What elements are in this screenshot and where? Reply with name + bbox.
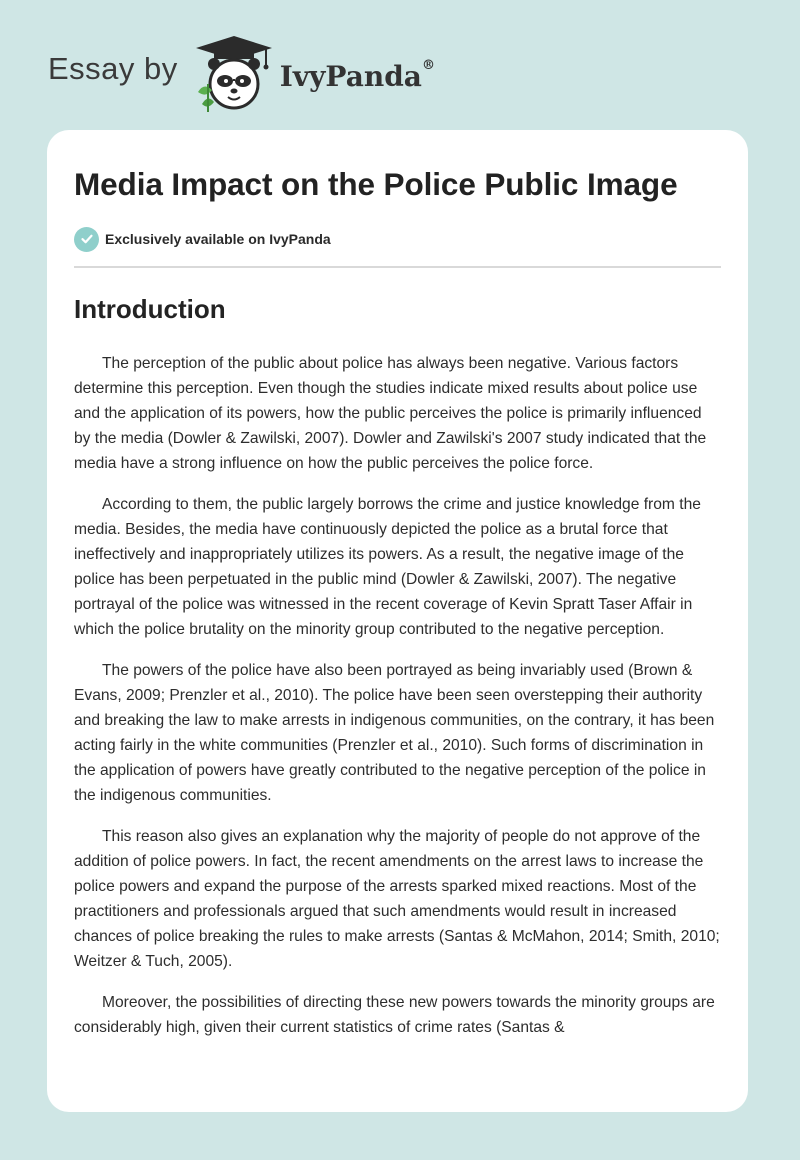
essay-title: Media Impact on the Police Public Image bbox=[74, 166, 678, 202]
paragraph-4: This reason also gives an explanation why the majority of people do not approve of the addition of police powers. In fact, the recent amendments on the arrest laws to increase the police powers and expand the purpose of the arrests sparked mixed reactions. Most of the practitioners and professionals argued that such amendments would result in increased chances of police breaking the rules to make arrests (Santas & McMahon, 2014; Smith, 2010; Weitzer & Tuch, 2005). bbox=[74, 828, 720, 970]
paragraph-5: Moreover, the possibilities of directing these new powers towards the minority groups are considerably high, given their current statistics of crime rates (Santas & bbox=[74, 994, 715, 1036]
paragraph-2: According to them, the public largely borrows the crime and justice knowledge from the media. Besides, the media have continuously depicted the police as a brutal force that ineffectively and inappropriately utilizes its powers. As a result, the negative image of the police has been perpetuated in the public mind (Dowler & Zawilski, 2007). The negative portrayal of the police was witnessed in the recent coverage of Kevin Spratt Taser Affair in which the police brutality on the minority group contributed to the negative perception. bbox=[74, 496, 701, 638]
essay-card-content bbox=[47, 130, 748, 1040]
essay-card bbox=[47, 130, 748, 1112]
panda-logo-icon[interactable] bbox=[192, 34, 276, 114]
check-circle-icon bbox=[74, 227, 99, 252]
exclusive-badge bbox=[74, 226, 721, 252]
paragraph-3: The powers of the police have also been portrayed as being invariably used (Brown & Evans, 2009; Prenzler et al., 2010). The police have been seen overstepping their authority and breaking the law to make arrests in indigenous communities, on the contrary, it has been acting fairly in the white communities (Prenzler et al., 2010). Such forms of discrimination in the application of powers have greatly contributed to the negative perception of the police in the indigenous communities. bbox=[74, 662, 715, 804]
exclusive-badge-text: Exclusively available on IvyPanda bbox=[105, 231, 331, 247]
essay-body bbox=[74, 351, 721, 1040]
paragraph-1: The perception of the public about police has always been negative. Various factors determine this perception. Even though the studies indicate mixed results about police use and the application of its powers, how the public perceives the police is primarily influenced by the media (Dowler & Zawilski, 2007). Dowler and Zawilski's 2007 study indicated that the media have a strong influence on how the public perceives the police force. bbox=[74, 355, 707, 472]
section-heading: Introduction bbox=[74, 294, 226, 324]
site-header bbox=[48, 34, 435, 114]
brand-prefix: Essay by bbox=[48, 51, 178, 86]
registered-mark: ® bbox=[421, 57, 435, 73]
title-divider bbox=[74, 266, 721, 268]
brand-name-text: IvyPanda bbox=[279, 59, 422, 93]
brand-name[interactable] bbox=[279, 57, 435, 93]
